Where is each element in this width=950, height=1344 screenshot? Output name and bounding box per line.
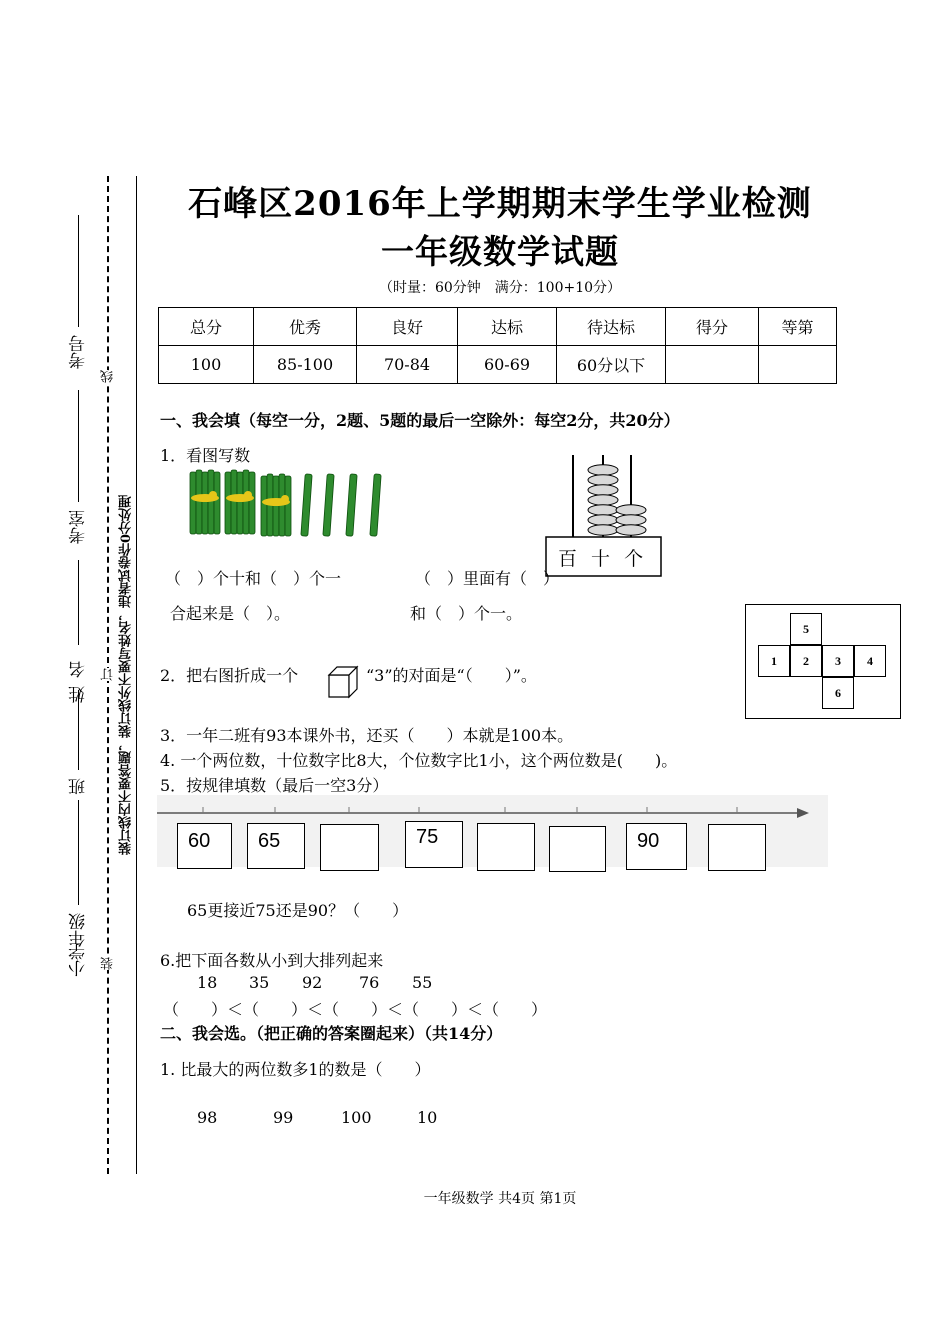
field-exam-room[interactable] xyxy=(66,390,91,544)
cube-icon xyxy=(327,665,359,699)
sequence-box-3[interactable] xyxy=(320,824,379,871)
field-name[interactable] xyxy=(66,560,91,703)
sequence-box-2: 65 xyxy=(247,823,305,869)
title-line-1: 石峰区2016年上学期期末学生学业检测 xyxy=(188,184,812,224)
ones-rod-beads xyxy=(616,505,646,535)
s2-q1-text: 1. 比最大的两位数多1的数是（ ） xyxy=(160,1060,431,1079)
number-line-axis xyxy=(157,803,812,823)
single-sticks xyxy=(301,474,381,536)
score-value-pass: 60-69 xyxy=(458,346,557,384)
binding-mark-zhuang: 装 xyxy=(101,957,116,970)
q2-text-a: 2．把右图折成一个 xyxy=(160,666,299,685)
sequence-box-4: 75 xyxy=(405,821,463,868)
score-value-needs-work: 60分以下 xyxy=(557,346,666,384)
tens-rod-beads xyxy=(588,465,618,535)
page-footer: 一年级数学 共4页 第1页 xyxy=(423,1191,577,1207)
s2-q1-option-3[interactable]: 100 xyxy=(341,1108,372,1127)
title-line-2: 一年级数学试题 xyxy=(381,232,619,271)
score-header-grade: 等第 xyxy=(759,308,837,346)
q6-number-4: 76 xyxy=(359,973,380,992)
score-table-header-row xyxy=(159,308,837,346)
section-1-heading: 一、我会填（每空一分，2题、5题的最后一空除外：每空2分，共20分） xyxy=(160,411,680,430)
field-name-line xyxy=(78,560,80,645)
q1-right-line-1: （ ）里面有（ ） xyxy=(415,569,560,588)
q6-label: 6.把下面各数从小到大排列起来 xyxy=(160,951,384,970)
score-header-pass: 达标 xyxy=(458,308,557,346)
q5-label: 5．按规律填数（最后一空3分） xyxy=(160,776,389,795)
sequence-box-1: 60 xyxy=(177,823,232,869)
q4-text: 4. 一个两位数，十位数字比8大，个位数字比1小，这个两位数是( )。 xyxy=(160,751,678,770)
net-face-5: 5 xyxy=(790,613,822,645)
net-face-6: 6 xyxy=(822,677,854,709)
score-table-value-row xyxy=(159,346,837,384)
q3-text: 3．一年二班有93本课外书，还买（ ）本就是100本。 xyxy=(160,726,574,745)
sequence-box-6[interactable] xyxy=(549,826,606,872)
s2-q1-option-4[interactable]: 10 xyxy=(417,1108,438,1127)
field-school[interactable] xyxy=(66,935,91,977)
field-exam-room-line xyxy=(78,390,80,502)
field-class-label: 班 xyxy=(69,778,89,795)
s2-q1-option-2[interactable]: 99 xyxy=(273,1108,294,1127)
score-header-good: 良好 xyxy=(357,308,458,346)
binding-solid-line xyxy=(136,176,137,1174)
cube-net-frame xyxy=(745,604,901,719)
net-face-3: 3 xyxy=(822,645,854,677)
q5-question: 65更接近75还是90？（ ） xyxy=(187,901,409,920)
field-class-line xyxy=(78,690,80,770)
section-2-heading: 二、我会选。（把正确的答案圈起来）（共14分） xyxy=(160,1024,503,1043)
q6-order-line[interactable]: （ ）＜（ ）＜（ ）＜（ ）＜（ ） xyxy=(163,1000,548,1019)
q1-left-line-1: （ ）个十和（ ）个一 xyxy=(165,569,342,588)
field-grade[interactable] xyxy=(66,800,91,947)
score-table xyxy=(158,307,837,384)
exam-meta: （时量：60分钟 满分：100+10分） xyxy=(378,280,622,296)
stick-bundles-image xyxy=(185,468,395,540)
binding-mark-ding: 订 xyxy=(101,668,116,681)
field-class[interactable] xyxy=(66,690,91,795)
field-name-label: 姓名 xyxy=(69,653,89,703)
field-grade-line xyxy=(78,800,80,905)
score-header-score: 得分 xyxy=(666,308,759,346)
score-value-total: 100 xyxy=(159,346,254,384)
field-exam-room-label: 考室 xyxy=(69,510,89,544)
field-school-label: 小学 xyxy=(69,943,89,977)
q1-left-line-2: 合起来是（ ）。 xyxy=(170,604,291,623)
q6-number-3: 92 xyxy=(302,973,323,992)
q2-text-b: “3”的对面是“（ ）”。 xyxy=(366,666,537,685)
q6-number-5: 55 xyxy=(412,973,433,992)
q6-number-1: 18 xyxy=(197,973,218,992)
binding-mark-xian: 线 xyxy=(101,370,116,383)
binding-note: 装订线内不要答题，装订线外不要写姓名，违者试卷作0分处理 xyxy=(119,494,134,856)
sequence-box-5[interactable] xyxy=(477,823,535,871)
score-value-excellent: 85-100 xyxy=(254,346,357,384)
score-value-good: 70-84 xyxy=(357,346,458,384)
sequence-box-7: 90 xyxy=(626,823,687,870)
s2-q1-option-1[interactable]: 98 xyxy=(197,1108,218,1127)
sequence-box-8[interactable] xyxy=(708,824,766,871)
net-face-1: 1 xyxy=(758,645,790,677)
q1-right-line-2: 和（ ）个一。 xyxy=(410,604,523,623)
net-face-4: 4 xyxy=(854,645,886,677)
field-grade-label: 年级 xyxy=(69,913,89,947)
score-value-score[interactable] xyxy=(666,346,759,384)
q6-number-2: 35 xyxy=(249,973,270,992)
net-face-2: 2 xyxy=(790,645,822,677)
field-exam-number-label: 考号 xyxy=(69,335,89,369)
score-header-total: 总分 xyxy=(159,308,254,346)
abacus-place-labels: 百 十 个 xyxy=(558,548,648,570)
score-value-grade[interactable] xyxy=(759,346,837,384)
score-header-excellent: 优秀 xyxy=(254,308,357,346)
score-header-needs-work: 待达标 xyxy=(557,308,666,346)
q1-label: 1．看图写数 xyxy=(160,446,251,465)
